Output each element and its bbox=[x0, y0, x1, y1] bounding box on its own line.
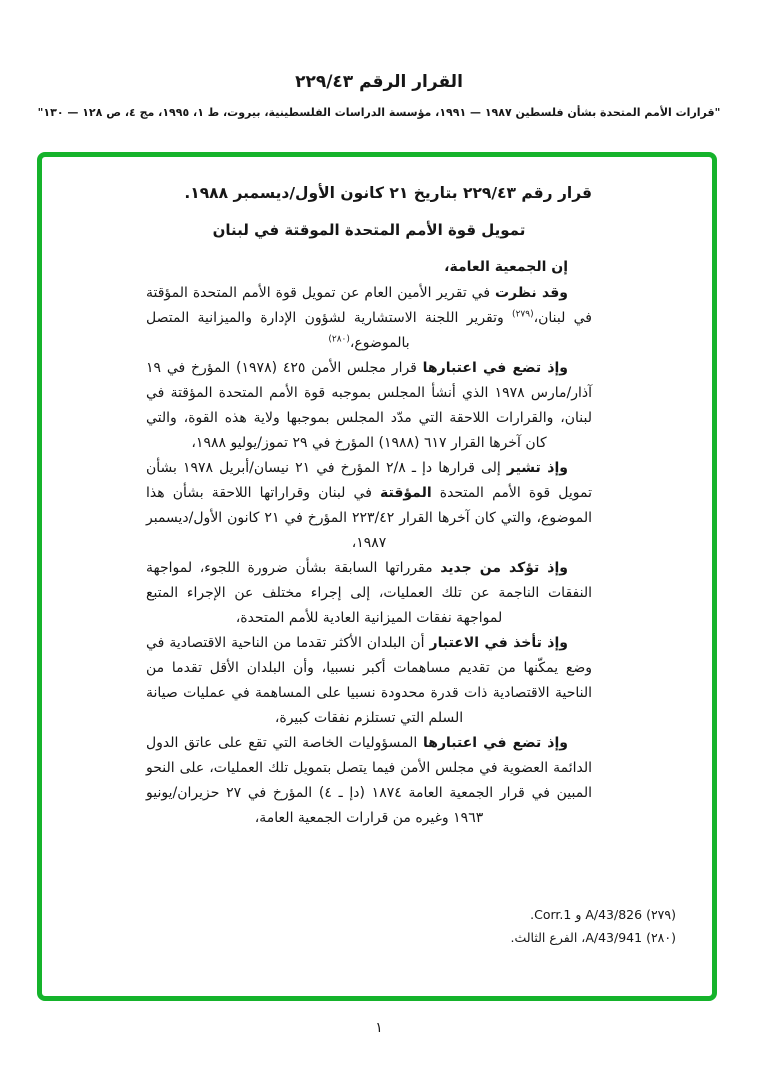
footnotes bbox=[510, 903, 676, 949]
resolution-opening: إن الجمعية العامة، bbox=[444, 259, 568, 275]
paragraph-lead: المؤقتة bbox=[380, 485, 432, 501]
paragraph bbox=[146, 731, 592, 831]
paragraph-lead: وقد نظرت bbox=[494, 285, 568, 301]
footnote-item: (٢٧٩) A/43/826 و Corr.1. bbox=[530, 907, 676, 922]
paragraph-lead: وإذ تشير bbox=[506, 460, 568, 476]
paragraph bbox=[146, 556, 592, 631]
paragraph-text: إلى قرارها دإ ـ ٢/٨ المؤرخ في ٢١ نيسان/أبريل ١٩٧٨ بشأن تمويل قوة الأمم المتحدة bbox=[146, 460, 592, 501]
resolution-subtitle: تمويل قوة الأمم المتحدة الموقتة في لبنان bbox=[212, 221, 526, 239]
paragraph-lead: وإذ تضع في اعتبارها bbox=[422, 360, 569, 376]
paragraph-lead: وإذ تؤكد من جديد bbox=[440, 560, 568, 576]
document-body bbox=[146, 281, 592, 831]
footnote-ref: (٢٨٠) bbox=[328, 334, 350, 345]
paragraph-text: وتقرير اللجنة الاستشارية لشؤون الإدارة والميزانية المتصل بالموضوع، bbox=[146, 310, 513, 351]
paragraph bbox=[146, 281, 592, 356]
paragraph bbox=[146, 456, 592, 556]
resolution-title: قرار رقم ٢٢٩/٤٣ بتاريخ ٢١ كانون الأول/ديسمبر ١٩٨٨. bbox=[184, 184, 592, 202]
paragraph bbox=[146, 356, 592, 456]
page-number: ١ bbox=[375, 1020, 383, 1036]
document-content bbox=[146, 181, 592, 831]
page-header-title: القرار الرقم ٢٢٩/٤٣ bbox=[295, 72, 463, 92]
paragraph-lead: وإذ تأخذ في الاعتبار bbox=[429, 635, 568, 651]
paragraph-text: في لبنان وقراراتها اللاحقة بشأن هذا الموضوع، والتي كان آخرها القرار ٢٢٣/٤٢ المؤرخ في ٢١ كانون الأول/ديسمبر ١٩٨٧، bbox=[146, 485, 592, 551]
paragraph-text: أن البلدان الأكثر تقدما من الناحية الاقتصادية في وضع يمكّنها من تقديم مساهمات أكبر نسبيا، وأن البلدان الأقل تقدما من الناحية الاقتصادية ذات قدرة محدودة نسبيا على المساهمة في عمليات صيانة السلم التي تستلزم نفقات كبيرة، bbox=[146, 635, 592, 726]
paragraph-lead: وإذ تضع في اعتبارها bbox=[423, 735, 568, 751]
paragraph-text: المسؤوليات الخاصة التي تقع على عاتق الدول الدائمة العضوية في مجلس الأمن فيما يتصل بتمويل تلك العمليات، على النحو المبين في قرار الجمعية العامة ١٨٧٤ (دإ ـ ٤) المؤرخ في ٢٧ حزيران/يونيو ١٩٦٣ وغيره من قرارات الجمعية العامة، bbox=[146, 735, 592, 826]
page-header-source: "قرارات الأمم المتحدة بشأن فلسطين ١٩٨٧ — ١٩٩١، مؤسسة الدراسات الفلسطينية، بيروت، ط ١، ١٩٩٥، مج ٤، ص ١٢٨ — ١٣٠" bbox=[37, 106, 721, 119]
document-frame bbox=[37, 152, 717, 1001]
footnote-item: (٢٨٠) A/43/941، الفرع الثالث. bbox=[510, 930, 676, 945]
paragraph-text: مقرراتها السابقة بشأن ضرورة اللجوء، لمواجهة النفقات الناجمة عن تلك العمليات، إلى إجراء مختلف عن الإجراء المتبع لمواجهة نفقات الميزانية العادية للأمم المتحدة، bbox=[146, 560, 592, 626]
paragraph-text: قرار مجلس الأمن ٤٢٥ (١٩٧٨) المؤرخ في ١٩ آذار/مارس ١٩٧٨ الذي أنشأ المجلس بموجبه قوة الأمم المتحدة المؤقتة في لبنان، والقرارات اللاحقة التي مدّد المجلس بموجبها ولاية هذه القوة، والتي كان آخرها القرار ٦١٧ (١٩٨٨) المؤرخ في ٢٩ تموز/يوليو ١٩٨٨، bbox=[146, 360, 592, 451]
footnote-ref: (٢٧٩) bbox=[512, 309, 534, 320]
paragraph bbox=[146, 631, 592, 731]
paragraph-text: في تقرير الأمين العام عن تمويل قوة الأمم المتحدة المؤقتة في لبنان، bbox=[146, 285, 592, 326]
